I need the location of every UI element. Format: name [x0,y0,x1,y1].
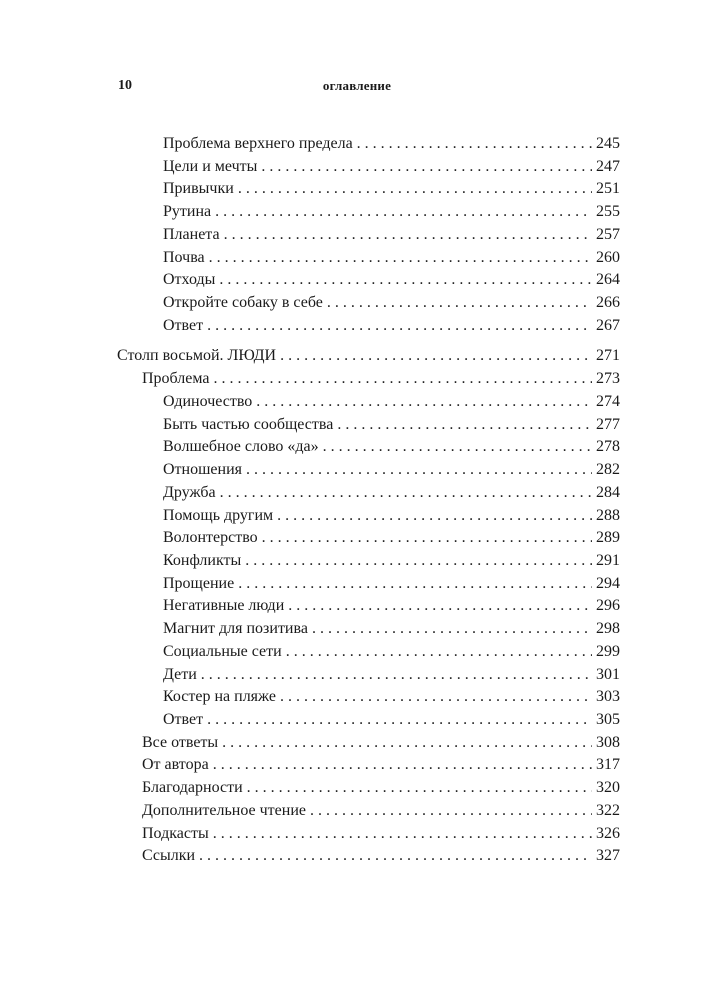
dot-leader [327,292,592,314]
toc-entry-title: Привычки [163,180,234,198]
dot-leader [213,823,592,845]
toc-entry-title: Прощение [163,574,235,592]
toc-entry [163,482,620,504]
toc-entry-title: Благодарности [142,779,243,797]
toc-entry [142,777,620,799]
dot-leader [220,482,592,504]
toc-entry-page: 317 [596,756,620,774]
toc-entry-title: Волонтерство [163,529,258,547]
dot-leader [288,595,592,617]
toc-entry [142,823,620,845]
toc-entry-page: 273 [596,370,620,388]
toc-entry-page: 308 [596,733,620,751]
toc-entry-page: 288 [596,506,620,524]
toc-entry-title: Подкасты [142,824,209,842]
toc-entry [142,800,620,822]
dot-leader [213,754,592,776]
toc-entry-page: 322 [596,801,620,819]
toc-entry-title: Ответ [163,711,204,728]
toc-entry [163,641,620,663]
toc-entry-page: 247 [596,157,620,175]
toc-entry-title: Дополнительное чтение [142,801,306,819]
toc-entry-title: Социальные сети [163,642,282,660]
dot-leader [238,178,592,200]
toc-entry-page: 327 [596,847,620,865]
toc-entry-page: 245 [596,135,620,152]
toc-entry [142,368,620,390]
toc-entry-title: Рутина [163,203,212,221]
dot-leader [219,269,592,291]
running-head [0,78,714,98]
toc-entry-title: Цели и мечты [163,157,258,175]
toc-entry-page: 260 [596,248,620,266]
toc-entry-title: Откройте собаку в себе [163,294,323,312]
dot-leader [247,777,592,799]
toc-entry [163,436,620,458]
toc-entry-page: 255 [596,203,620,221]
toc-entry-title: Почва [163,248,205,266]
toc-entry-page: 303 [596,688,620,706]
toc-entry-title: Помощь другим [163,506,274,524]
toc-entry-page: 274 [596,392,620,410]
dot-leader [207,709,592,731]
toc-entry [163,247,620,269]
dot-leader [286,641,592,663]
toc-entry-page: 291 [596,551,620,569]
toc-entry [163,527,620,549]
dot-leader [357,133,592,155]
dot-leader [261,156,592,178]
toc-entry-page: 284 [596,483,620,501]
toc-entry [163,201,620,223]
dot-leader [201,664,592,686]
dot-leader [222,732,592,754]
dot-leader [277,505,592,527]
toc-entry-title: Костер на пляже [163,688,276,706]
dot-leader [323,436,592,458]
toc-entry [163,414,620,436]
toc-entry-title: Отходы [163,271,216,289]
toc-entry [163,178,620,200]
toc-entry-title: Одиночество [163,392,253,410]
toc-entry-page: 299 [596,642,620,660]
dot-leader [209,247,592,269]
toc-entry-title: Планета [163,225,220,243]
toc-entry [142,754,620,776]
toc-entry [163,156,620,178]
toc-entry-page: 305 [596,711,620,728]
toc-entry-page: 294 [596,574,620,592]
toc-entry-title: Дети [163,665,197,683]
toc-entry-page: 251 [596,180,620,198]
toc-entry [163,315,620,337]
toc-entry [163,224,620,246]
toc-entry [163,709,620,731]
dot-leader [337,414,592,436]
dot-leader [280,686,592,708]
toc-entry [163,595,620,617]
toc-entry-title: Быть частью сообщества [163,415,334,433]
dot-leader [245,550,592,572]
toc-entry [163,573,620,595]
dot-leader [262,527,592,549]
toc-entry-page: 298 [596,620,620,638]
toc-entry [163,686,620,708]
toc-entry-title: Все ответы [142,733,219,751]
dot-leader [214,368,593,390]
toc-entry-page: 278 [596,438,620,456]
toc-entry-page: 301 [596,665,620,683]
toc-entry [142,845,620,867]
toc-entry [163,550,620,572]
toc-entry-title: Дружба [163,483,216,501]
toc-entry-title: От автора [142,756,209,774]
toc-entry-title: Столп восьмой. ЛЮДИ [117,347,277,365]
toc-entry [163,391,620,413]
toc-entry-title: Проблема верхнего предела [163,135,353,152]
toc-entry-title: Проблема [142,370,210,388]
toc-entry-page: 282 [596,461,620,479]
dot-leader [246,459,592,481]
dot-leader [310,800,592,822]
page-number: 10 [118,78,132,93]
toc-entry-title: Негативные люди [163,597,285,615]
toc-entry-title: Волшебное слово «да» [163,438,319,456]
dot-leader [215,201,592,223]
toc-entry-page: 267 [596,316,620,334]
toc-entry [163,133,620,155]
toc-entry-title: Ссылки [142,847,196,865]
toc-entry-page: 296 [596,597,620,615]
toc-entry-title: Отношения [163,461,243,479]
toc-entry-title: Магнит для позитива [163,620,308,638]
toc-entry-page: 277 [596,415,620,433]
toc-entry [163,505,620,527]
toc-entry-page: 264 [596,271,620,289]
toc-entry-title: Конфликты [163,551,242,569]
toc-entry-title: Ответ [163,316,204,334]
dot-leader [207,315,592,337]
toc-entry-page: 266 [596,294,620,312]
dot-leader [238,573,592,595]
dot-leader [312,618,592,640]
toc-entry-page: 326 [596,824,620,842]
toc-entry-page: 271 [596,347,620,365]
toc-entry [142,732,620,754]
toc-entry [163,618,620,640]
dot-leader [199,845,592,867]
dot-leader [224,224,592,246]
toc-entry-page: 320 [596,779,620,797]
toc-entry [163,664,620,686]
toc-entry [163,292,620,314]
toc-entry [117,345,620,367]
toc-entry [163,269,620,291]
dot-leader [256,391,592,413]
dot-leader [280,345,592,367]
section-title: оглавление [322,78,392,93]
toc-entry-page: 257 [596,225,620,243]
toc-entry [163,459,620,481]
toc-entry-page: 289 [596,529,620,547]
